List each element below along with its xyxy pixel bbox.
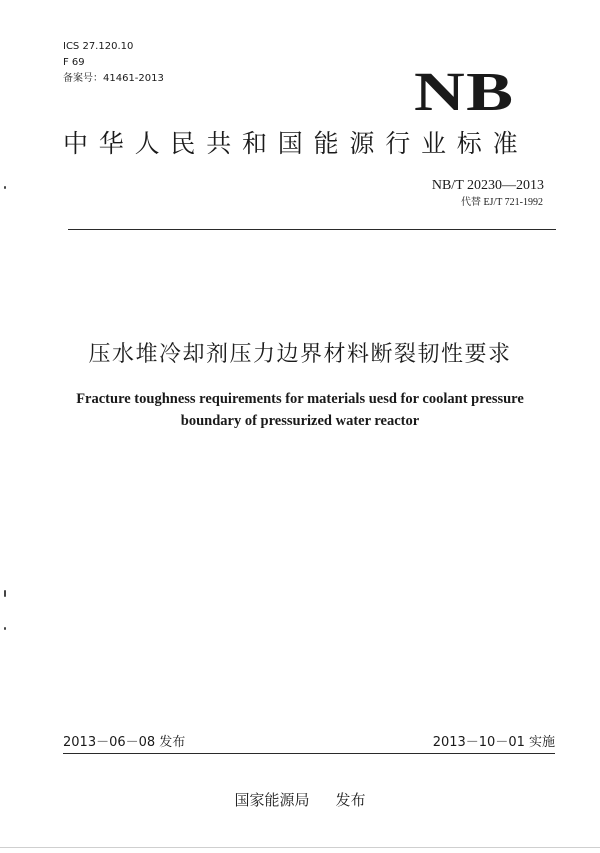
issuer-name: 国家能源局 xyxy=(234,791,310,809)
document-title-chinese: 压水堆冷却剂压力边界材料断裂韧性要求 xyxy=(88,342,512,367)
record-number: 备案号：41461-2013 xyxy=(63,73,164,84)
issue-date: 2013－06－08 发布 xyxy=(63,735,186,750)
document-title-english: Fracture toughness requirements for materials uesd for coolant pressure boundary of pressurized water reactor xyxy=(76,391,524,429)
scan-speck xyxy=(4,590,6,597)
issuer-line xyxy=(0,788,600,812)
footer-divider xyxy=(63,753,555,754)
issuer-action: 发布 xyxy=(335,791,366,809)
organization-title: 中华人民共和国能源行业标准 xyxy=(63,129,529,158)
scan-speck xyxy=(4,186,6,189)
scan-edge xyxy=(0,847,600,848)
header-divider xyxy=(68,229,556,230)
ccs-code: F 69 xyxy=(63,57,85,68)
replaced-standard: 代替 EJ/T 721-1992 xyxy=(460,197,543,208)
nb-logo: NB xyxy=(414,61,515,122)
standard-number: NB/T 20230—2013 xyxy=(431,178,544,193)
scan-speck xyxy=(4,627,6,630)
implementation-date: 2013－10－01 实施 xyxy=(432,735,555,750)
ics-code: ICS 27.120.10 xyxy=(63,41,134,52)
